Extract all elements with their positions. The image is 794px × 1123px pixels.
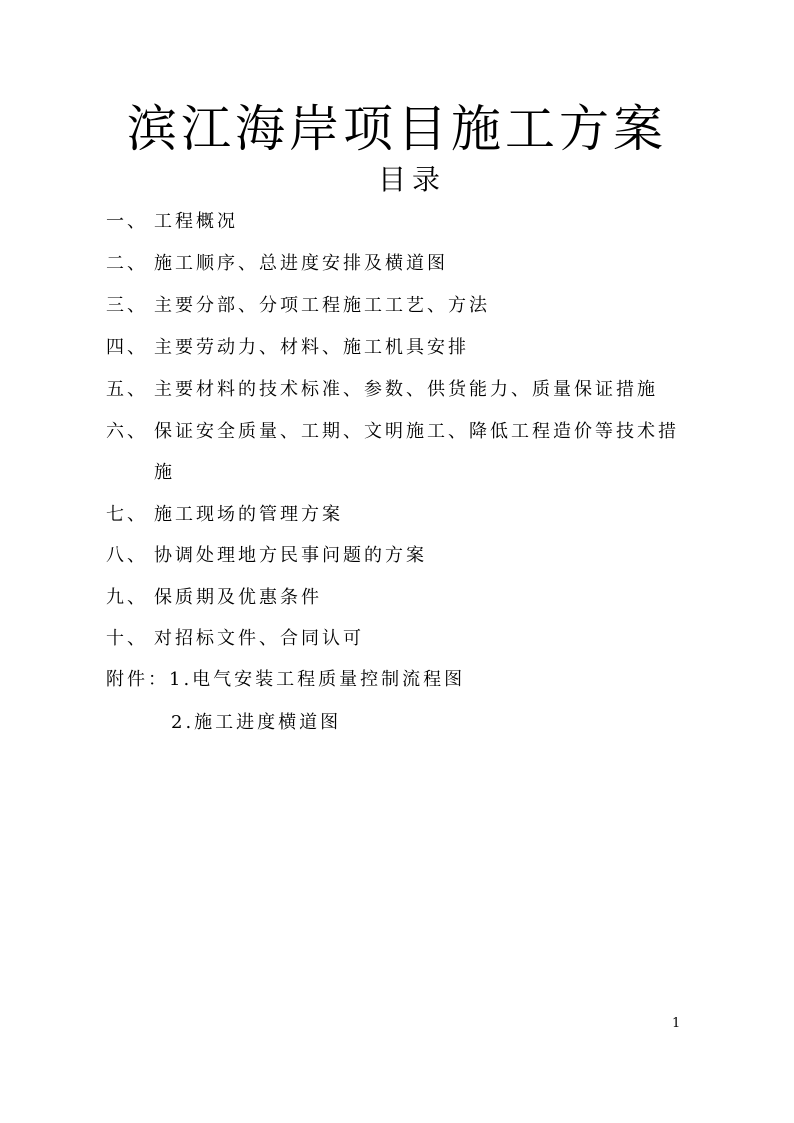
toc-item-text: 施工现场的管理方案 — [154, 504, 343, 525]
toc-item-number: 三、 — [106, 295, 148, 316]
toc-item-text: 主要材料的技术标准、参数、供货能力、质量保证措施 — [154, 379, 658, 400]
toc-item — [106, 503, 343, 527]
toc-item — [106, 294, 490, 318]
toc-item-number: 六、 — [106, 421, 148, 442]
toc-item — [106, 544, 427, 568]
toc-item-number: 八、 — [106, 545, 148, 566]
toc-item-number: 五、 — [106, 379, 148, 400]
toc-item-text: 主要分部、分项工程施工工艺、方法 — [154, 295, 490, 316]
toc-item — [106, 378, 658, 402]
toc-item-number: 二、 — [106, 253, 148, 274]
toc-item-number: 一、 — [106, 211, 148, 232]
page-number: 1 — [672, 1016, 681, 1031]
toc-item — [106, 420, 679, 444]
attachment-item: 2.施工进度横道图 — [171, 712, 342, 733]
toc-item — [106, 586, 322, 610]
toc-item-number: 十、 — [106, 628, 148, 649]
toc-item-text: 施工顺序、总进度安排及横道图 — [154, 253, 448, 274]
attachment-item: 1.电气安装工程质量控制流程图 — [169, 669, 466, 690]
toc-item-text: 主要劳动力、材料、施工机具安排 — [154, 337, 469, 358]
toc-item-text: 保质期及优惠条件 — [154, 587, 322, 608]
toc-item — [106, 210, 238, 234]
toc-heading: 目录 — [377, 163, 446, 196]
toc-item-text: 协调处理地方民事问题的方案 — [154, 545, 427, 566]
attachments-label: 附件： — [106, 669, 169, 690]
toc-item-continuation: 施 — [154, 462, 175, 483]
toc-item — [106, 336, 469, 360]
toc-item-number: 四、 — [106, 337, 148, 358]
toc-item-text: 对招标文件、合同认可 — [154, 628, 364, 649]
document-title: 滨江海岸项目施工方案 — [127, 100, 667, 158]
toc-item-number: 七、 — [106, 504, 148, 525]
toc-item-text: 保证安全质量、工期、文明施工、降低工程造价等技术措 — [154, 421, 679, 442]
toc-item-text: 工程概况 — [154, 211, 238, 232]
toc-item-number: 九、 — [106, 587, 148, 608]
toc-item — [106, 627, 364, 651]
toc-item — [106, 252, 448, 276]
attachments-line — [106, 668, 465, 692]
